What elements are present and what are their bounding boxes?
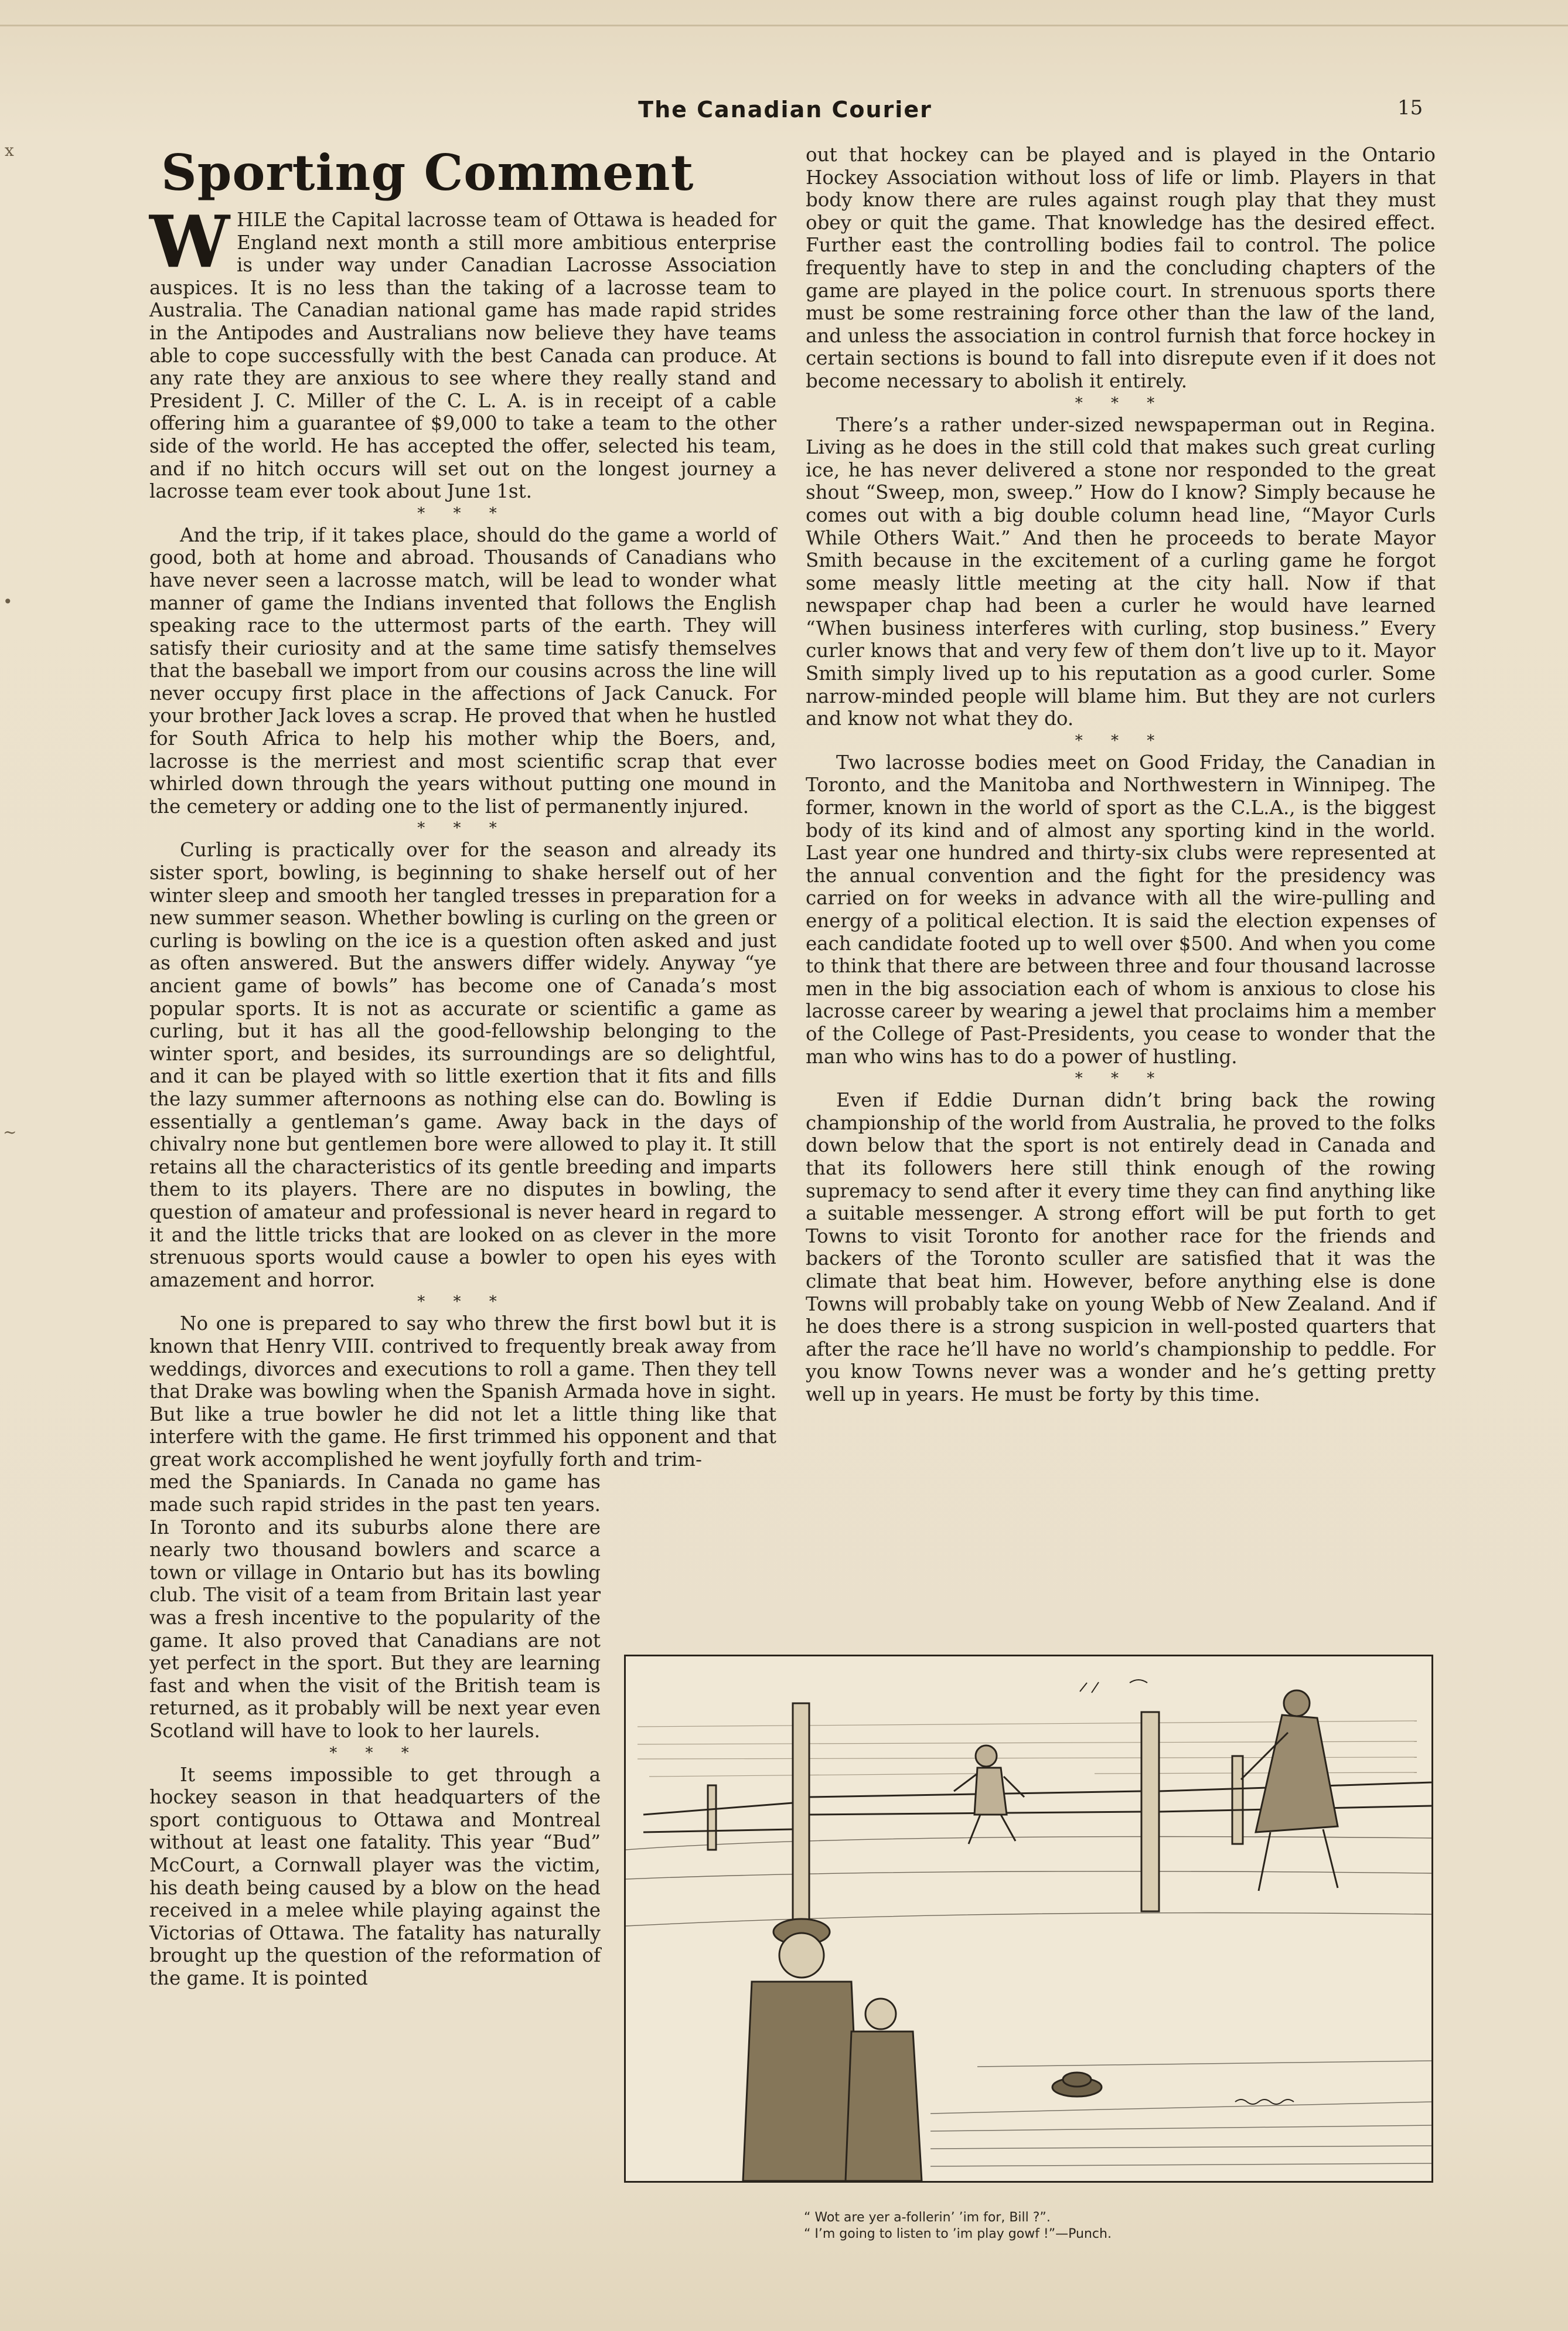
section-separator: * * * (329, 1744, 421, 1762)
paragraph-curling-bowling: Curling is practically over for the season and already its sister sport, bowling, is beginning to shake herself out of her winter sleep and smooth her tangled tresses in preparation for a new summer season. Whether bowling is curling on the green or curling is bowling on the ice is a question often asked and just as often answered. But the answers differ widely. Anyway “ye ancient game of bowls” has become one of Canada’s most popular sports. It is not as accurate or scientific a game as curling, but it has all the good-fellowship belonging to the winter sport, and besides, its surroundings are so delightful, and it can be played with so little exertion that it fits and fills the lazy summer afternoons as nothing else can do. Bowling is essentially a gentleman’s game. Away back in the days of chivalry none but gentlemen bore were allowed to play it. It still retains all the characteristics of its gentle breeding and imparts them to its players. There are no disputes in bowling, the question of amateur and professional is never heard in regard to it and the little tricks that are looked on as clever in the more strenuous sports would cause a bowler to open his eyes with amazement and horror. (149, 839, 776, 1291)
section-separator: * * * (1075, 394, 1167, 412)
illustration-caption (804, 2210, 1425, 2242)
caption-line: “ Wot are yer a-follerin’ ’im for, Bill ?”. (804, 2210, 1051, 2225)
margin-mark: x (5, 141, 14, 160)
paragraph-first-bowl: No one is prepared to say who threw the first bowl but it is known that Henry VIII. contrived to frequently break away from weddings, divorces and executions to roll a game. Then they tell that Drake was bowling when the Spanish Armada hove in sight. But like a true bowler he did not let a little thing like that interfere with the game. He first trimmed his opponent and that great work accomplished he went joyfully forth and trim- (149, 1312, 776, 1471)
paragraph-capital-lacrosse (149, 199, 776, 503)
paragraph-trip: And the trip, if it takes place, should do the game a world of good, both at home and abroad. Thousands of Canadians who have never seen a lacrosse match, will be lead to wonder what manner of game the Indians invented that follows the English speaking race to the uttermost parts of the earth. They will satisfy their curiosity and at the same time satisfy themselves that the baseball we import from our cousins across the line will never occupy first place in the affections of Jack Canuck. For your brother Jack loves a scrap. He proved that when he hustled for South Africa to help his mother whip the Boers, and, lacrosse is the merriest and most scientific scrap that ever whirled down through the years without putting one mound in the cemetery or adding one to the list of permanently injured. (149, 523, 776, 818)
paragraph-hockey-continued: out that hockey can be played and is played in the Ontario Hockey Association without loss of life or limb. Players in that body know there are rules against rough play that they must obey or quit the game. That knowledge has the desired effect. Further east the controlling bodies fail to control. The police frequently have to step in and the concluding chapters of the game are played in the police court. In strenuous sports there must be some restraining force other than the law of the land, and unless the association in control furnish that force hockey in certain sections is bound to fall into disrepute even if it does not become necessary to abolish it entirely. (806, 144, 1436, 392)
right-column (806, 144, 1436, 1406)
margin-mark: • (3, 592, 13, 611)
paragraph-text: HILE the Capital lacrosse team of Ottawa is headed for England next month a still more ambitious enterprise is under way under Canadian Lacrosse Association auspices. It is no less than the taking of a lacrosse team to Australia. The Canadian national game has made rapid strides in the Antipodes and Australians now believe they have teams able to cope successfully with the best Canada can produce. At any rate they are anxious to see where they really stand and President J. C. Miller of the C. L. A. is in receipt of a cable offering him a guarantee of $9,000 to take a team to the other side of the world. He has accepted the offer, selected his team, and if no hitch occurs will set out on the longest journey a lacrosse team ever took about June 1st. (149, 209, 776, 503)
section-separator: * * * (417, 504, 509, 522)
paragraph-rowing: Even if Eddie Durnan didn’t bring back the rowing championship of the world from Australia, he proved to the folks down below that the sport is not entirely dead in Canada and that its followers here still think enough of the rowing supremacy to send after it every time they can find anything like a suitable messenger. A strong effort will be put forth to get Towns to visit Toronto for another race for the friends and backers of the Toronto sculler are satisfied that it was the climate that beat him. However, before anything else is done Towns will probably take on young Webb of New Zealand. And if he does there is a strong suspicion in well-posted quarters that after the race he’ll have no world’s championship to peddle. For you know Towns never was a wonder and he’s getting pretty well up in years. He must be forty by this time. (806, 1089, 1436, 1406)
section-separator: * * * (417, 1293, 509, 1311)
drop-cap: W (149, 199, 230, 284)
section-separator: * * * (417, 819, 509, 838)
caption-line: “ I’m going to listen to ’im play gowf !”—Punch. (804, 2227, 1112, 2241)
section-separator: * * * (1075, 731, 1167, 750)
margin-mark: ~ (3, 1122, 17, 1142)
paragraph-hockey-fatality: It seems impossible to get through a hockey season in that headquarters of the sport contiguous to Ottawa and Montreal without at least one fatality. This year “Bud” McCourt, a Cornwall player was the victim, his death being caused by a blow on the head received in a melee while playing against the Victorias of Ottawa. The fatality has naturally brought up the question of the reformation of the game. It is pointed (149, 1763, 601, 1989)
article-headline: Sporting Comment (161, 144, 694, 202)
page-number: 15 (1397, 96, 1423, 120)
paragraph-regina-curling: There’s a rather under-sized newspaperman out in Regina. Living as he does in the still cold that makes such great curling ice, he has never delivered a stone nor responded to the great shout “Sweep, mon, sweep.” How do I know? Simply because he comes out with a big double column head line, “Mayor Curls While Others Wait.” And then he proceeds to berate Mayor Smith because in the excitement of a curling game he forgot some measly little meeting at the city hall. Now if that newspaper chap had been a curler he would have learned “When business interferes with curling, stop business.” Every curler knows that and very few of them don’t live up to it. Mayor Smith simply lived up to his reputation as a good curler. Some narrow-minded people will blame him. But they are not curlers and know not what they do. (806, 413, 1436, 730)
publication-title: The Canadian Courier (638, 97, 932, 122)
paragraph-first-bowl-continued: med the Spaniards. In Canada no game has made such rapid strides in the past ten years. In Toronto and its suburbs alone there are nearly two thousand bowlers and scarce a town or village in Ontario but has its bowling club. The visit of a team from Britain last year was a fresh incentive to the popularity of the game. It also proved that Canadians are not yet perfect in the sport. But they are learning fast and when the visit of the British team is returned, as it probably will be next year even Scotland will have to look to her laurels. (149, 1471, 601, 1742)
cartoon-drawing (626, 1656, 1431, 2181)
section-separator: * * * (1075, 1070, 1167, 1088)
cartoon-illustration (624, 1655, 1433, 2183)
paragraph-lacrosse-bodies: Two lacrosse bodies meet on Good Friday, the Canadian in Toronto, and the Manitoba and Northwestern in Winnipeg. The former, known in the world of sport as the C.L.A., is the biggest body of its kind and of almost any sporting kind in the world. Last year one hundred and thirty-six clubs were represented at the annual convention and the fight for the presidency was carried on for weeks in advance with all the wire-pulling and energy of a political election. It is said the election expenses of each candidate footed up to well over $500. And when you come to think that there are between three and four thousand lacrosse men in the big association each of whom is anxious to close his lacrosse career by wearing a jewel that proclaims him a member of the College of Past-Presidents, you cease to wonder that the man who wins has to do a power of hustling. (806, 751, 1436, 1068)
page-edge-line (0, 25, 1568, 26)
